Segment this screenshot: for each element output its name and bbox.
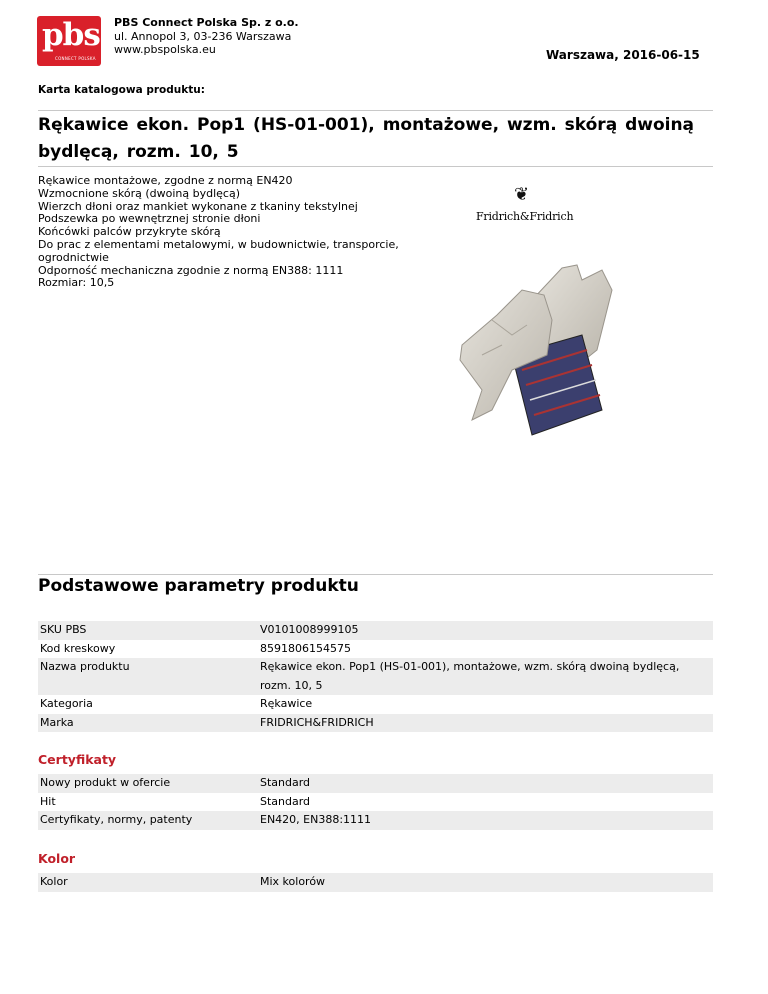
table-row bbox=[38, 774, 713, 793]
brand-logo-text: Fridrich&Fridrich bbox=[476, 210, 574, 223]
description-line: Do prac z elementami metalowymi, w budownictwie, transporcie, ogrodnictwie bbox=[38, 237, 399, 264]
catalog-label: Karta katalogowa produktu: bbox=[38, 84, 205, 96]
param-value: V0101008999105 bbox=[260, 623, 359, 636]
color-table bbox=[38, 873, 713, 892]
description-line: Odporność mechaniczna zgodnie z normą EN388: 1111 bbox=[38, 263, 344, 277]
table-row bbox=[38, 714, 713, 733]
param-value: Rękawice bbox=[260, 697, 313, 710]
params-title: Podstawowe parametry produktu bbox=[38, 576, 359, 596]
param-key: Kolor bbox=[40, 875, 68, 888]
table-row bbox=[38, 640, 713, 659]
certificates-table bbox=[38, 774, 713, 830]
param-value: Standard bbox=[260, 776, 311, 789]
divider bbox=[38, 574, 713, 575]
table-row bbox=[38, 811, 713, 830]
company-website[interactable]: www.pbspolska.eu bbox=[114, 43, 216, 56]
company-name: PBS Connect Polska Sp. z o.o. bbox=[114, 16, 299, 29]
param-value: 8591806154575 bbox=[260, 641, 351, 655]
logo-text: pbs bbox=[42, 17, 100, 53]
logo-subtext: CONNECT POLSKA bbox=[55, 56, 96, 61]
table-row bbox=[38, 695, 713, 714]
param-value: Rękawice ekon. Pop1 (HS-01-001), montażowe, wzm. skórą dwoiną bydlęcą, rozm. 10, 5 bbox=[260, 660, 680, 692]
description-line: Podszewka po wewnętrznej stronie dłoni bbox=[38, 212, 261, 226]
param-key: Certyfikaty, normy, patenty bbox=[40, 813, 193, 826]
brand-logo bbox=[476, 184, 576, 230]
param-key: Nowy produkt w ofercie bbox=[40, 776, 171, 789]
param-value: Standard bbox=[260, 794, 311, 808]
table-row bbox=[38, 658, 713, 695]
work-glove-image bbox=[452, 260, 642, 456]
params-table bbox=[38, 621, 713, 732]
param-key: Marka bbox=[40, 715, 74, 729]
table-row bbox=[38, 793, 713, 812]
product-title: Rękawice ekon. Pop1 (HS-01-001), montażowe, wzm. skórą dwoiną bydlęcą, rozm. 10, 5 bbox=[38, 115, 695, 162]
table-row bbox=[38, 873, 713, 892]
certificates-title: Certyfikaty bbox=[38, 752, 117, 767]
divider bbox=[38, 166, 713, 167]
description-line: Wierzch dłoni oraz mankiet wykonane z tkaniny tekstylnej bbox=[38, 199, 358, 213]
param-key: SKU PBS bbox=[40, 623, 87, 636]
divider bbox=[38, 110, 713, 111]
company-info bbox=[114, 16, 299, 57]
param-value: EN420, EN388:1111 bbox=[260, 813, 372, 826]
param-value: FRIDRICH&FRIDRICH bbox=[260, 715, 374, 729]
param-key: Kategoria bbox=[40, 697, 93, 710]
param-key: Kod kreskowy bbox=[40, 641, 116, 655]
description-line: Wzmocnione skórą (dwoiną bydlęcą) bbox=[38, 186, 240, 200]
company-logo bbox=[37, 16, 101, 66]
param-value: Mix kolorów bbox=[260, 875, 326, 888]
document-date: Warszawa, 2016-06-15 bbox=[546, 48, 700, 62]
param-key: Hit bbox=[40, 794, 56, 808]
company-address: ul. Annopol 3, 03-236 Warszawa bbox=[114, 29, 292, 43]
table-row bbox=[38, 621, 713, 640]
product-description bbox=[38, 175, 408, 290]
description-line: Końcówki palców przykryte skórą bbox=[38, 225, 221, 239]
description-line: Rękawice montażowe, zgodne z normą EN420 bbox=[38, 174, 293, 187]
color-title: Kolor bbox=[38, 851, 76, 866]
bird-icon: ❦ bbox=[514, 184, 530, 205]
description-line: Rozmiar: 10,5 bbox=[38, 276, 115, 290]
param-key: Nazwa produktu bbox=[40, 660, 130, 673]
